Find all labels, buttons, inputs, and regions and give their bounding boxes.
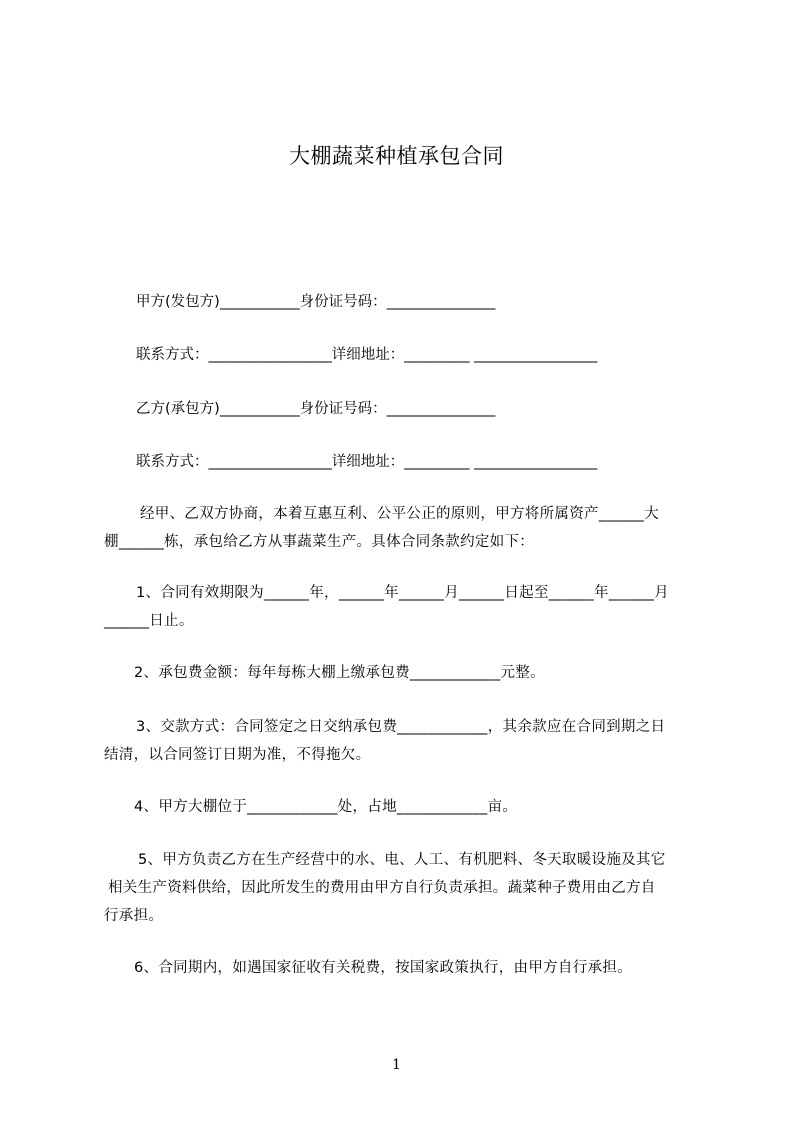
intro-paragraph: [104, 500, 710, 556]
intro-row-2: 棚______栋，承包给乙方从事蔬菜生产。具体合同条款约定如下：: [104, 534, 535, 550]
clause-6: [104, 954, 710, 982]
clause-5-row-1: 5、甲方负责乙方在生产经营中的水、电、人工、有机肥料、冬天取暖设施及其它: [138, 852, 666, 868]
clause-5-row-2: 相关生产资料供给，因此所发生的费用由甲方自行负责承担。蔬菜种子费用由乙方自: [108, 880, 656, 896]
clause-1-row-2: ______日止。: [104, 613, 194, 629]
clause-3-row-1: 3、交款方式：合同签定之日交纳承包费____________，其余款应在合同到期之日: [136, 719, 666, 735]
page-number: 1: [392, 1057, 401, 1073]
contract-title: 大棚蔬菜种植承包合同: [289, 144, 504, 168]
clause-4: [104, 793, 710, 821]
clause-2-row-1: 2、承包费金额：每年每栋大棚上缴承包费____________元整。: [134, 665, 545, 681]
clause-6-row-1: 6、合同期内，如遇国家征收有关税费，按国家政策执行，由甲方自行承担。: [134, 960, 632, 976]
intro-row-1: 经甲、乙双方协商，本着互惠互利、公平公正的原则，甲方将所属资产______大: [140, 506, 659, 522]
party-b-contact-line: 联系方式：_________________详细地址：_________ _________________: [136, 454, 598, 470]
party-b-line: 乙方(承包方)___________身份证号码：_______________: [136, 401, 496, 417]
clause-1: [104, 579, 710, 635]
party-a-contact-line: 联系方式：_________________详细地址：_________ _________________: [136, 347, 598, 363]
clause-5-row-3: 行承担。: [104, 908, 164, 924]
clause-1-row-1: 1、合同有效期限为______年，______年______月______日起至______年______月: [136, 585, 669, 601]
clause-3: [104, 713, 710, 769]
clause-3-row-2: 结清，以合同签订日期为准，不得拖欠。: [104, 747, 371, 763]
clause-2: [104, 659, 710, 687]
party-a-line: 甲方(发包方)___________身份证号码：_______________: [136, 294, 496, 310]
clause-4-row-1: 4、甲方大棚位于____________处，占地____________亩。: [134, 799, 518, 815]
clause-5: [104, 846, 710, 930]
